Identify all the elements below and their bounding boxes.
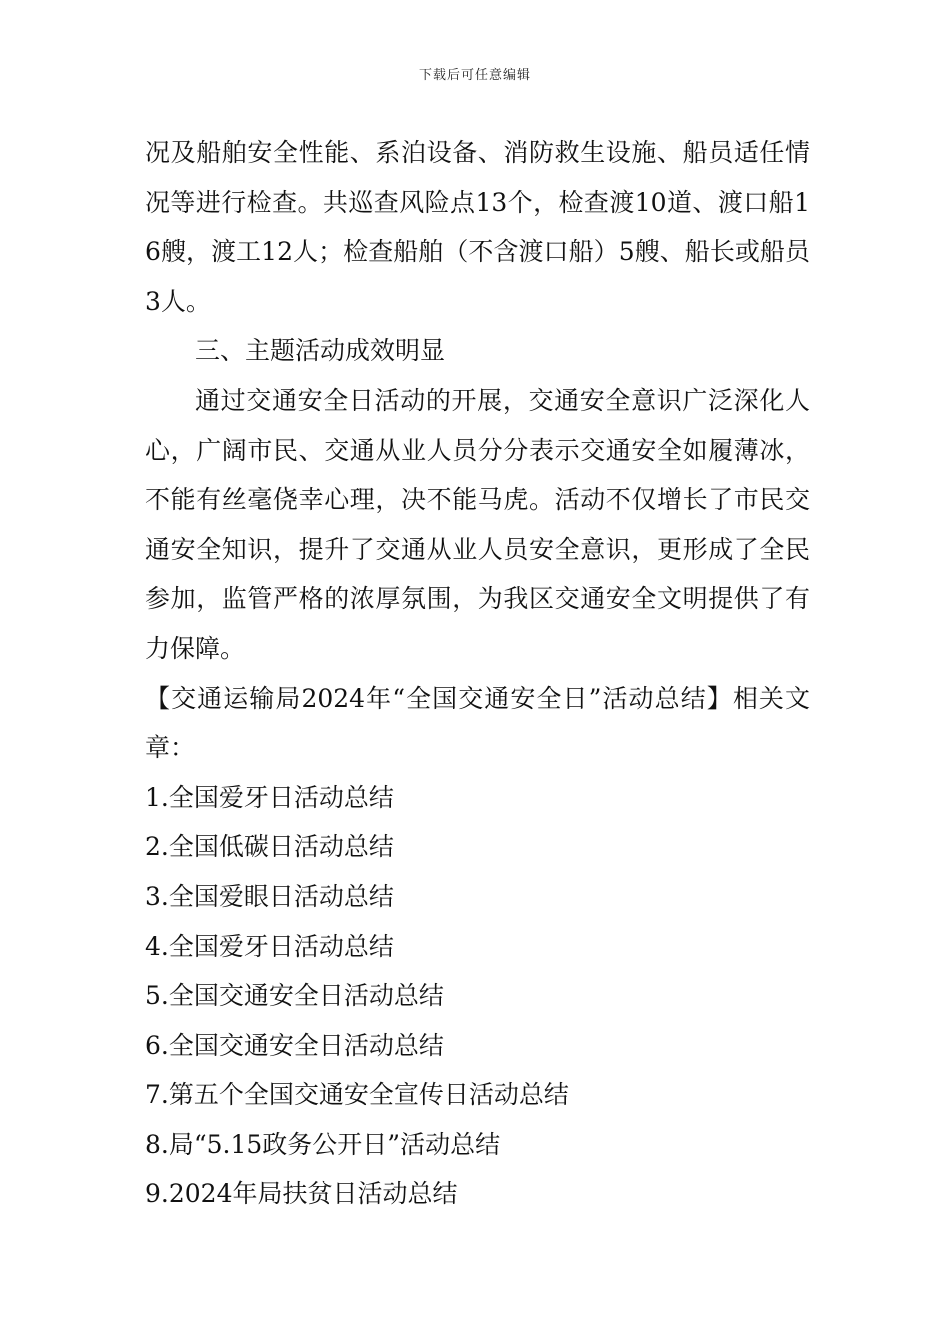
related-article-link[interactable]: 4.全国爱牙日活动总结 xyxy=(145,931,394,961)
paragraph-activity-results: 通过交通安全日活动的开展，交通安全意识广泛深化人心，广阔市民、交通从业人员分分表示交通安全如履薄冰，不能有丝毫侥幸心理，决不能马虎。活动不仅增长了市民交通安全知识，提升了交通从业人员安全意识，更形成了全民参加，监管严格的浓厚氛围，为我区交通安全文明提供了有力保障。 xyxy=(145,385,810,663)
paragraph-inspection-continuation: 况及船舶安全性能、系泊设备、消防救生设施、船员适任情况等进行检查。共巡查风险点13个，检查渡10道、渡口船16艘，渡工12人；检查船舶（不含渡口船）5艘、船长或船员3人。 xyxy=(145,138,810,316)
related-article-link[interactable]: 5.全国交通安全日活动总结 xyxy=(145,981,444,1011)
related-article-link[interactable]: 7.第五个全国交通安全宣传日活动总结 xyxy=(145,1080,569,1110)
related-articles-list xyxy=(145,773,810,1219)
document-body xyxy=(145,128,810,1219)
related-article-link[interactable]: 2.全国低碳日活动总结 xyxy=(145,832,394,862)
section-heading: 三、主题活动成效明显 xyxy=(195,336,446,366)
related-article-link[interactable]: 6.全国交通安全日活动总结 xyxy=(145,1030,444,1060)
related-article-link[interactable]: 9.2024年局扶贫日活动总结 xyxy=(145,1179,458,1209)
related-article-link[interactable]: 1.全国爱牙日活动总结 xyxy=(145,782,394,812)
related-articles-title: 【交通运输局2024年“全国交通安全日”活动总结】相关文章： xyxy=(145,683,810,763)
page-header-note: 下载后可任意编辑 xyxy=(418,68,531,83)
related-article-link[interactable]: 8.局“5.15政务公开日”活动总结 xyxy=(145,1129,501,1159)
related-article-link[interactable]: 3.全国爱眼日活动总结 xyxy=(145,881,394,911)
